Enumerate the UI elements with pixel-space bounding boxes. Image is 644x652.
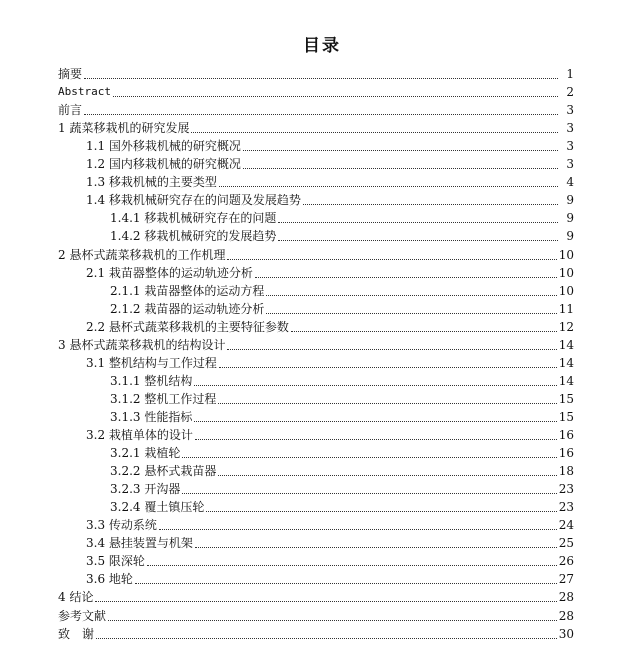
- toc-leader-dots: [303, 203, 558, 205]
- toc-entry[interactable]: [110, 478, 574, 496]
- toc-entry-label: 2 悬杯式蔬菜移栽机的工作机理: [58, 247, 226, 262]
- toc-entry-page: 18: [558, 464, 574, 479]
- toc-entry-label: 3.1 整机结构与工作过程: [86, 355, 217, 370]
- toc-entry[interactable]: [110, 496, 574, 514]
- toc-entry[interactable]: [110, 406, 574, 424]
- toc-entry[interactable]: [86, 316, 574, 334]
- toc-entry-page: 16: [558, 446, 574, 461]
- toc-entry-page: 10: [558, 247, 574, 262]
- toc-entry-label: 1.3 移栽机械的主要类型: [86, 175, 217, 190]
- toc-entry[interactable]: [86, 262, 574, 280]
- toc-entry-page: 24: [558, 518, 574, 533]
- toc-entry-label: 3.2 栽植单体的设计: [86, 428, 193, 442]
- toc-entry-label: 2.1.1 栽苗器整体的运动方程: [110, 283, 265, 298]
- toc-entry-page: 23: [558, 482, 574, 497]
- toc-entry-label: 1.1 国外移栽机械的研究概况: [86, 139, 241, 154]
- toc-entry-page: 26: [558, 554, 574, 569]
- toc-entry-label: 1.2 国内移栽机械的研究概况: [86, 157, 241, 172]
- toc-entry[interactable]: [58, 81, 574, 99]
- toc-leader-dots: [95, 600, 556, 602]
- toc-entry-page: 4: [566, 175, 574, 190]
- toc-leader-dots: [195, 546, 557, 548]
- toc-entry[interactable]: [58, 334, 574, 352]
- toc-entry-label: 3.3 传动系统: [86, 518, 157, 533]
- toc-entry[interactable]: [86, 424, 574, 442]
- toc-leader-dots: [194, 420, 556, 422]
- toc-leader-dots: [243, 149, 558, 151]
- toc-entry-page: 3: [566, 139, 574, 154]
- toc-entry-label: 3.1.1 整机结构: [110, 373, 193, 388]
- toc-entry[interactable]: [58, 99, 574, 117]
- toc-leader-dots: [182, 492, 556, 494]
- toc-entry-page: 28: [558, 608, 574, 623]
- toc-entry[interactable]: [58, 244, 574, 262]
- toc-entry[interactable]: [86, 153, 574, 171]
- toc-entry[interactable]: [86, 532, 574, 550]
- toc-entry-label: 3.4 悬挂装置与机架: [86, 536, 193, 551]
- toc-leader-dots: [108, 619, 557, 621]
- toc-entry-page: 14: [558, 337, 574, 352]
- toc-entry-page: 3: [566, 121, 574, 136]
- toc-entry[interactable]: [86, 550, 574, 568]
- toc-entry[interactable]: [110, 370, 574, 388]
- toc-entry-label: 3.1.2 整机工作过程: [110, 391, 217, 406]
- toc-leader-dots: [243, 167, 558, 169]
- toc-leader-dots: [266, 294, 556, 296]
- toc-leader-dots: [182, 456, 556, 458]
- toc-entry-label: 3.6 地轮: [86, 572, 133, 587]
- toc-leader-dots: [218, 474, 556, 476]
- toc-entry-page: 9: [566, 193, 574, 208]
- toc-entry-label: 参考文献: [58, 608, 107, 623]
- toc-entry[interactable]: [110, 388, 574, 406]
- toc-entry[interactable]: [110, 442, 574, 460]
- toc-entry[interactable]: [110, 298, 574, 316]
- toc-entry-page: 25: [558, 536, 574, 551]
- toc-entry-label: 2.1 栽苗器整体的运动轨迹分析: [86, 265, 253, 280]
- toc-entry[interactable]: [58, 117, 574, 135]
- toc-leader-dots: [147, 564, 557, 566]
- toc-leader-dots: [219, 185, 558, 187]
- toc-entry[interactable]: [110, 460, 574, 478]
- toc-entry-page: 1: [566, 67, 574, 81]
- toc-entry-page: 14: [558, 355, 574, 370]
- toc-entry-label: 3.2.4 覆土镇压轮: [110, 500, 205, 515]
- toc-entry[interactable]: [58, 605, 574, 623]
- toc-leader-dots: [194, 384, 556, 386]
- toc-leader-dots: [206, 510, 556, 512]
- toc-entry[interactable]: [58, 586, 574, 604]
- toc-leader-dots: [278, 221, 558, 223]
- toc-entry-page: 2: [566, 85, 574, 100]
- toc-entry-page: 10: [558, 283, 574, 298]
- toc-entry-page: 16: [558, 428, 574, 442]
- toc-entry-label: 3.2.2 悬杯式栽苗器: [110, 464, 217, 479]
- toc-entry-page: 10: [558, 265, 574, 280]
- toc-leader-dots: [113, 95, 558, 97]
- toc-entry[interactable]: [110, 225, 574, 243]
- toc-entry[interactable]: [86, 171, 574, 189]
- toc-entry-page: 28: [558, 590, 574, 605]
- toc-leader-dots: [96, 637, 557, 639]
- toc-entry-label: 1.4.2 移栽机械研究的发展趋势: [110, 229, 277, 244]
- toc-entry-label: 3 悬杯式蔬菜移栽机的结构设计: [58, 337, 226, 352]
- toc-entry-page: 3: [566, 103, 574, 118]
- toc-entry-label: 摘要: [58, 67, 83, 81]
- toc-entry-label: 3.1.3 性能指标: [110, 409, 193, 424]
- toc-entry-page: 12: [558, 319, 574, 334]
- toc-entry-label: 1 蔬菜移栽机的研究发展: [58, 121, 190, 136]
- toc-leader-dots: [278, 239, 558, 241]
- toc-entry-page: 3: [566, 157, 574, 172]
- toc-leader-dots: [227, 258, 556, 260]
- toc-entry-label: 前言: [58, 103, 83, 118]
- toc-entry[interactable]: [86, 189, 574, 207]
- toc-entry[interactable]: [110, 280, 574, 298]
- toc-entry[interactable]: [58, 63, 574, 81]
- toc-entry-label: 3.2.1 栽植轮: [110, 446, 181, 461]
- toc-entry-page: 23: [558, 500, 574, 515]
- toc-entry-label: 4 结论: [58, 590, 94, 605]
- toc-leader-dots: [84, 77, 558, 79]
- toc-entry[interactable]: [86, 514, 574, 532]
- toc-entry-page: 9: [566, 229, 574, 244]
- toc-entry-page: 30: [558, 626, 574, 641]
- toc-leader-dots: [219, 366, 557, 368]
- toc-entry-label: 2.1.2 栽苗器的运动轨迹分析: [110, 301, 265, 316]
- toc-entry-label: 3.5 限深轮: [86, 554, 145, 569]
- toc-entry-page: 9: [566, 211, 574, 226]
- toc-entry[interactable]: [86, 568, 574, 586]
- toc-leader-dots: [191, 131, 558, 133]
- toc-leader-dots: [266, 312, 556, 314]
- toc-entry-label: Abstract: [58, 85, 111, 99]
- toc-leader-dots: [195, 438, 557, 440]
- toc-entry[interactable]: [86, 135, 574, 153]
- toc-leader-dots: [135, 582, 557, 584]
- toc-entry-label: 2.2 悬杯式蔬菜移栽机的主要特征参数: [86, 319, 289, 334]
- toc-leader-dots: [291, 330, 557, 332]
- toc-entry[interactable]: [86, 352, 574, 370]
- toc-leader-dots: [159, 528, 557, 530]
- page-title: 目录: [303, 36, 341, 56]
- toc-leader-dots: [227, 348, 556, 350]
- toc-entry-page: 27: [558, 572, 574, 587]
- toc-entry-label: 1.4 移栽机械研究存在的问题及发展趋势: [86, 193, 301, 208]
- toc-entry-page: 15: [558, 391, 574, 406]
- toc-entry-label: 致 谢: [58, 626, 95, 641]
- toc-entry-page: 15: [558, 409, 574, 424]
- toc-entry[interactable]: [110, 207, 574, 225]
- toc-entry-page: 11: [558, 301, 574, 316]
- toc-leader-dots: [218, 402, 556, 404]
- toc-entry-label: 1.4.1 移栽机械研究存在的问题: [110, 211, 277, 226]
- toc-entry[interactable]: [58, 623, 574, 641]
- toc-leader-dots: [84, 113, 558, 115]
- toc-entry-label: 3.2.3 开沟器: [110, 482, 181, 497]
- toc-entry-page: 14: [558, 373, 574, 388]
- toc-leader-dots: [255, 276, 557, 278]
